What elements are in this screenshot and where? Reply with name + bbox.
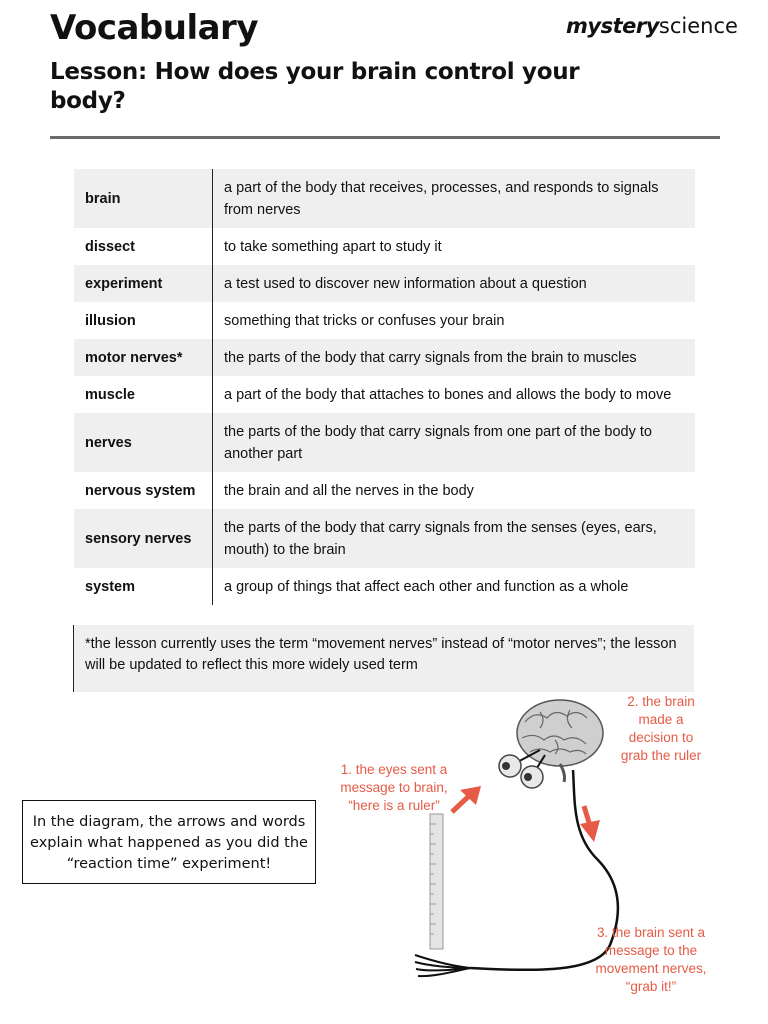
footnote: *the lesson currently uses the term “movement nerves” instead of “motor nerves”; the lesson will be updated to reflect this more widely used term bbox=[73, 625, 694, 692]
page-title: Vocabulary bbox=[50, 8, 258, 48]
term-cell: brain bbox=[74, 169, 213, 228]
diagram-label-step3: 3. the brain sent a message to the movement nerves, “grab it!” bbox=[595, 925, 707, 994]
logo-wordmark-bold: mystery bbox=[566, 14, 659, 38]
definition-cell: the brain and all the nerves in the body bbox=[224, 482, 474, 499]
diagram-explanation-box: In the diagram, the arrows and words explain what happened as you did the “reaction time” experiment! bbox=[22, 800, 316, 884]
definition-cell: a part of the body that attaches to bones and allows the body to move bbox=[224, 386, 672, 403]
definition-cell: a test used to discover new information about a question bbox=[213, 265, 696, 302]
definition-cell: the parts of the body that carry signals from the brain to muscles bbox=[213, 339, 696, 376]
term-cell: experiment bbox=[74, 265, 213, 302]
definition-cell: the parts of the body that carry signals from one part of the body to another part bbox=[213, 413, 696, 472]
logo-wordmark-regular: science bbox=[658, 14, 738, 38]
term-cell: muscle bbox=[74, 376, 213, 413]
term-cell: dissect bbox=[74, 228, 213, 265]
term-cell: illusion bbox=[74, 302, 213, 339]
definition-cell: the parts of the body that carry signals from the senses (eyes, ears, mouth) to the brain bbox=[213, 509, 696, 568]
hand-illustration bbox=[415, 955, 470, 976]
definition-cell: something that tricks or confuses your brain bbox=[224, 312, 505, 329]
term-cell: sensory nerves bbox=[74, 509, 213, 568]
ruler-illustration bbox=[430, 814, 443, 949]
diagram-label-step2: 2. the brain made a decision to grab the ruler bbox=[620, 694, 702, 763]
definition-cell: to take something apart to study it bbox=[224, 238, 442, 255]
definition-cell: a part of the body that receives, processes, and responds to signals from nerves bbox=[213, 169, 696, 228]
term-cell: system bbox=[74, 568, 213, 605]
term-cell: nervous system bbox=[74, 472, 213, 509]
diagram-label-step1: 1. the eyes sent a message to brain, “here is a ruler” bbox=[340, 762, 448, 813]
term-cell: nerves bbox=[74, 413, 213, 472]
lesson-subtitle: Lesson: How does your brain control your body? bbox=[50, 59, 580, 114]
term-cell: motor nerves* bbox=[74, 339, 213, 376]
definition-cell: a group of things that affect each other and function as a whole bbox=[224, 578, 629, 595]
